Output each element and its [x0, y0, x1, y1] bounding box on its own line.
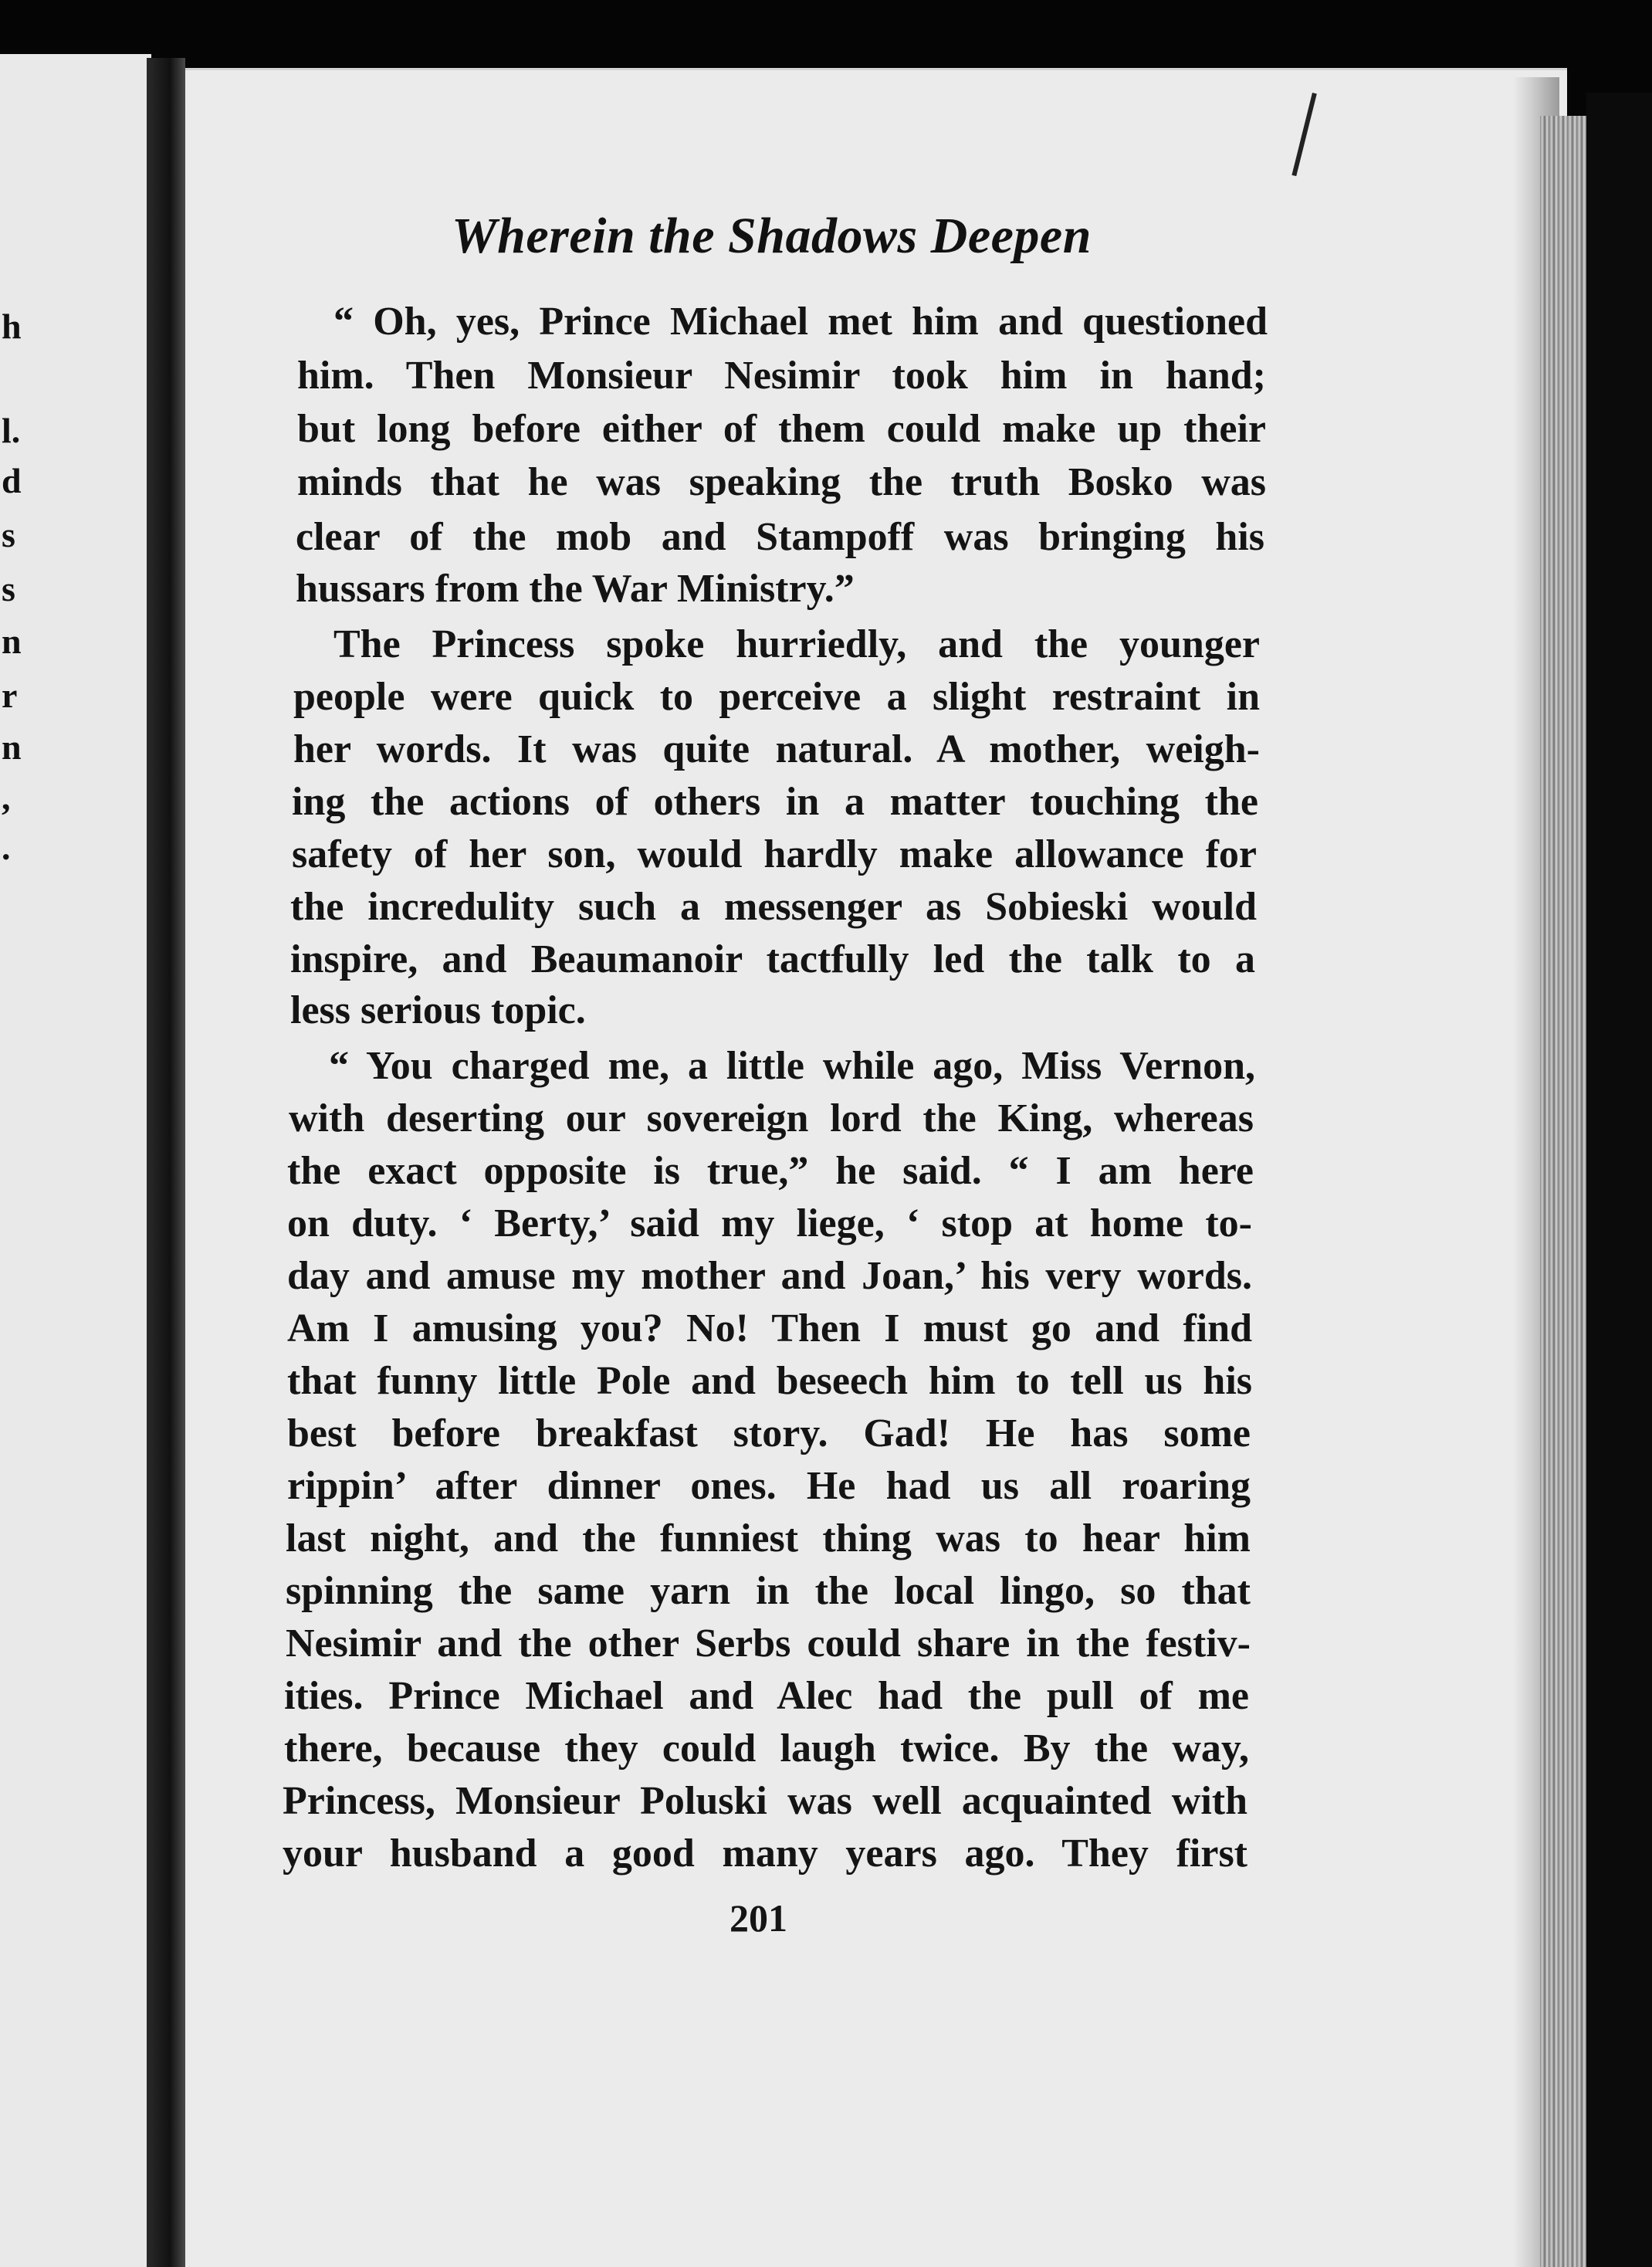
text-line: inspire, and Beaumanoir tactfully led the talk to a	[290, 937, 1255, 981]
text-line: best before breakfast story. Gad! He has some	[287, 1411, 1251, 1455]
page-number: 201	[730, 1896, 787, 1940]
facing-page-glyph: d	[2, 461, 22, 500]
text-line: that funny little Pole and beseech him to tell us his	[287, 1359, 1252, 1403]
text-line: the incredulity such a messenger as Sobieski would	[290, 885, 1257, 929]
text-line: spinning the same yarn in the local lingo, so that	[286, 1569, 1251, 1613]
facing-page-glyph: n	[2, 622, 22, 661]
text-line: “ You charged me, a little while ago, Miss Vernon,	[329, 1044, 1255, 1088]
text-line: but long before either of them could make up their	[297, 407, 1266, 451]
facing-page-glyph: r	[2, 676, 18, 715]
text-line: him. Then Monsieur Nesimir took him in hand;	[297, 354, 1266, 398]
text-line: The Princess spoke hurriedly, and the younger	[333, 622, 1260, 666]
facing-page-glyph: .	[2, 828, 11, 867]
facing-page	[0, 54, 151, 2267]
text-line: ing the actions of others in a matter touching the	[292, 780, 1258, 824]
text-line: there, because they could laugh twice. By the way,	[284, 1727, 1249, 1771]
text-line: day and amuse my mother and Joan,’ his very words.	[287, 1254, 1252, 1298]
text-line: less serious topic.	[290, 988, 586, 1032]
text-line: your husband a good many years ago. They first	[283, 1832, 1247, 1876]
text-line: Nesimir and the other Serbs could share in the festiv-	[286, 1621, 1251, 1666]
text-line: the exact opposite is true,” he said. “ I am here	[287, 1149, 1254, 1193]
page-fore-edge	[1540, 116, 1586, 2267]
gutter-shadow	[147, 58, 185, 2267]
text-line: on duty. ‘ Berty,’ said my liege, ‘ stop at home to-	[287, 1201, 1252, 1245]
text-line: rippin’ after dinner ones. He had us all roaring	[287, 1464, 1251, 1508]
running-head: Wherein the Shadows Deepen	[452, 208, 1092, 264]
facing-page-glyph: l.	[2, 411, 21, 450]
scan-border	[1586, 93, 1652, 2267]
text-line: safety of her son, would hardly make allowance for	[292, 832, 1257, 876]
text-line: her words. It was quite natural. A mother, weigh-	[293, 727, 1260, 771]
text-line: Am I amusing you? No! Then I must go and find	[287, 1306, 1252, 1350]
text-line: minds that he was speaking the truth Bosko was	[297, 460, 1266, 504]
facing-page-glyph: h	[2, 307, 22, 346]
facing-page-glyph: s	[2, 515, 15, 554]
text-line: people were quick to perceive a slight restraint in	[293, 675, 1260, 719]
text-line: clear of the mob and Stampoff was bringing his	[296, 515, 1264, 559]
text-line: with deserting our sovereign lord the King, whereas	[289, 1096, 1254, 1140]
facing-page-glyph: s	[2, 569, 15, 608]
text-line: Princess, Monsieur Poluski was well acquainted with	[283, 1779, 1247, 1823]
text-line: hussars from the War Ministry.”	[296, 567, 855, 611]
facing-page-glyph: ,	[2, 778, 11, 817]
facing-page-glyph: n	[2, 727, 22, 767]
text-line: “ Oh, yes, Prince Michael met him and questioned	[333, 300, 1268, 344]
text-line: ities. Prince Michael and Alec had the pull of me	[284, 1674, 1249, 1718]
text-line: last night, and the funniest thing was to hear him	[286, 1516, 1251, 1560]
